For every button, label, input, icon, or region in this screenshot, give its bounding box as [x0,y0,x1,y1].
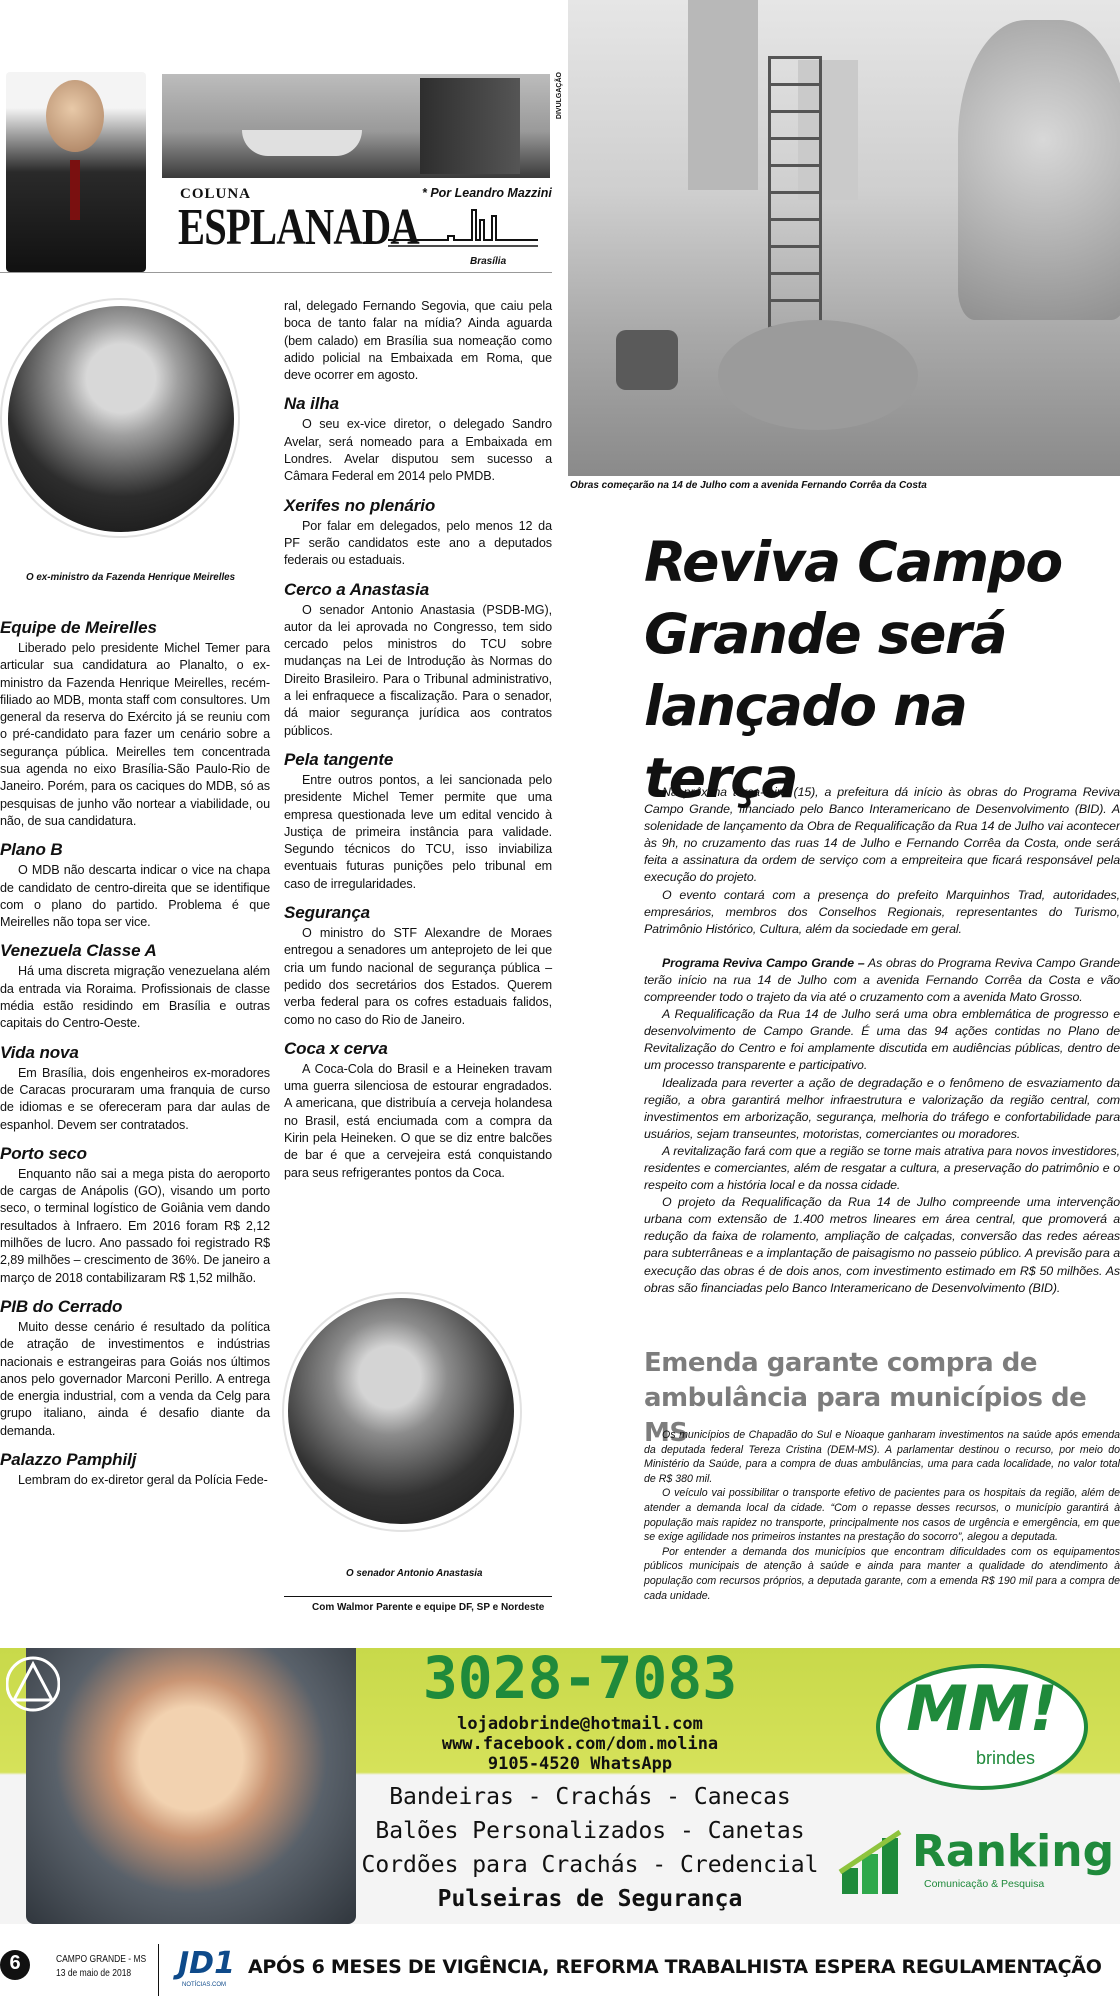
page-number: 6 [9,1952,21,1974]
mm-brindes-logo [876,1664,1088,1790]
emenda-p3: Por entender a demanda dos municípios que encontram dificuldades com os equipamentos públicos municipais de atenção à saúde e ainda para manter a qualidade do atendimento à população com recursos próprios, a deputada garante, com a emenda R$ 190 mil para a compra de cada unidade. [644,1545,1120,1602]
photo-credit: DIVULGAÇÃO [556,72,563,120]
columnist-photo [6,72,146,272]
left-title-6: Palazzo Pamphilj [0,1449,137,1469]
ranking-icon [838,1828,916,1896]
left-text-1: O MDB não descarta indicar o vice na chapa de candidato de centro-direita que se identifique com o plano do partido. Problema é que Meirelles não topa ser vice. [0,863,270,930]
left-title-4: Porto seco [0,1143,87,1163]
left-title-1: Plano B [0,840,63,860]
left-article-3 [0,1043,270,1134]
emenda-headline: Emenda garante compra de ambulância para municípios de MS [644,1348,1087,1448]
left-title-2: Venezuela Classe A [0,941,157,961]
reviva-p3-text: As obras do Programa Reviva Campo Grande terão início na rua 14 de Julho com a avenida Fernando Corrêa da Costa e vão compreender todo o trajeto da via até o cruzamento com a avenida Mato Grosso. [644,955,1120,1005]
left-text-6: Lembram do ex-diretor geral da Polícia Fede- [18,1472,268,1487]
mm-logo-text: MM! [906,1672,1058,1745]
mid-title-5: Coca x cerva [284,1038,388,1058]
street-photo [568,0,1120,476]
mid-article-4 [284,903,552,1029]
ad-whatsapp: 9105-4520 WhatsApp [487,1754,673,1774]
ad-facebook: www.facebook.com/dom.molina [441,1734,719,1754]
header-rule [0,272,552,273]
middle-column [284,298,552,1182]
ad-phone: 3028-7083 [422,1644,738,1712]
mid-title-3: Pela tangente [284,749,394,769]
left-column [0,608,270,1489]
left-text-3: Em Brasília, dois engenheiros ex-moradores de Caracas procuraram uma franquia de curso de idiomas e se ofereceram para dar aulas de espanhol. Devem ser contratados. [0,1065,270,1132]
building-left [688,0,758,190]
ranking-sub-text: Comunicação & Pesquisa [924,1878,1045,1890]
jd1-logo-sub: NOTÍCIAS.COM [182,1982,227,1988]
ranking-logo-text: Ranking [912,1826,1115,1877]
mid-text-3: Entre outros pontos, a lei sancionada pelo presidente Michel Temer permite que uma empresa questionada leve um edital vencido à Justiça de primeira instância para validade. Segundo técnicos do TCU, isso inviabiliza eventuais futuras punições pelo tribunal em caso de irregularidades. [284,772,552,891]
congress-dome [242,130,362,156]
left-title-0: Equipe de Meirelles [0,618,157,637]
left-article-6 [0,1450,270,1489]
reviva-p5: Idealizada para reverter a ação de degradação e o fenômeno de esvaziamento da região, a obra garantirá melhor infraestrutura e valorização da região central, com investimentos em arborização, segurança, melhoria do tráfego e confortabilidade para usuários, sejam transeuntes, motoristas, comerciantes ou moradores. [644,1075,1120,1141]
mid-article-1 [284,496,552,570]
left-article-1 [0,840,270,931]
car [616,330,678,390]
congress-building [420,78,520,174]
ad-triangle-logo [6,1654,60,1714]
street-caption: Obras começarão na 14 de Julho com a avenida Fernando Corrêa da Costa [570,480,927,491]
meirelles-ring [0,298,240,538]
mid-title-4: Segurança [284,903,371,923]
ad-person-photo [26,1648,356,1924]
left-article-0 [0,618,270,830]
mm-sub-text: brindes [976,1748,1036,1768]
mid-title-1: Xerifes no plenário [284,495,436,515]
column-label-small: COLUNA [180,186,252,202]
mid-article-5 [284,1039,552,1182]
ad-email: lojadobrinde@hotmail.com [457,1714,703,1734]
emenda-p2: O veículo vai possibilitar o transporte efetivo de pacientes para os hospitais da região, além de atender a demanda local da cidade. “Com o repasse desses recursos, o município garantirá à população mais rapidez no transporte, principalmente nos casos de urgência e emergência, em que se exige agilidade nos primeiros instantes na prestação do socorro”, alegou a deputada. [644,1487,1120,1544]
left-text-4: Enquanto não sai a mega pista do aeroporto de cargas de Anápolis (GO), visando um porto seco, o terminal logístico de Goiânia vem dando resultados à Infraero. Em 2016 foram R$ 2,12 milhões de lucro. Ano passado foi registrado R$ 2,89 milhões – crescimento de 36%. De janeiro a março de 2018 contabilizaram R$ 1,52 milhão. [0,1166,270,1285]
reviva-p1: Na próxima terça-feira (15), a prefeitura dá início às obras do Programa Reviva Campo Grande, financiado pelo Banco Interamericano de Desenvolvimento (BID). A solenidade de lançamento da Obra de Requalificação da Rua 14 de Julho vai acontecer às 9h, no cruzamento das ruas 14 de Julho e Fernando Corrêa da Costa, onde será feita a assinatura da ordem de serviço com a empreiteira que ficará responsável pela execução do projeto. [644,785,1120,885]
mid-text-5: A Coca-Cola do Brasil e a Heineken travam uma guerra silenciosa de estourar engradados. A americana, que distribuía a cerveja holandesa no Brasil, está enciumada com a compra da Kirin pela Heineken. O que se diz entre balcões de bar é que a cervejeira está conquistando para seus refrigerantes pontos da Coca. [284,1061,552,1180]
anastasia-caption: O senador Antonio Anastasia [346,1568,483,1579]
columnist-head [46,80,104,152]
left-text-0: Liberado pelo presidente Michel Temer para articular sua candidatura ao Planalto, o ex-ministro da Fazenda Henrique Meirelles, recém-filiado ao MDB, monta staff com consultores. Um general da reserva do Exército já se reuniu com o pré-candidato para fazer um cenário sobre a segurança pública. Meirelles tem concentrada sua agenda no eixo Brasília-São Paulo-Rio de Janeiro. Porém, para os caciques do MDB, só as pesquisas de junho vão nortear a viabilidade, ou não, de sua candidatura. [0,641,270,828]
mid-text-1: Por falar em delegados, pelo menos 12 da PF serão candidatos este ano a deputados federais ou estaduais. [284,518,552,568]
left-title-3: Vida nova [0,1042,79,1062]
reviva-p3 [644,955,1120,1006]
reviva-headline: Reviva Campo Grande será lançado na terça [644,530,1062,810]
clock-tower [768,56,822,362]
columnist-tie [70,160,80,220]
mid-article-2 [284,580,552,740]
jd1-logo: JD1 [178,1946,235,1981]
mid-text-0: O seu ex-vice diretor, o delegado Sandro Avelar, será nomeado para a Embaixada em Londres. Avelar disputou sem sucesso a Câmara Federal em 2014 pelo PMDB. [284,417,552,484]
left-article-2 [0,941,270,1032]
esplanada-photo [162,74,550,178]
reviva-p6: A revitalização fará com que a região se torne mais atrativa para novos investidores, residentes e comerciantes, além de resgatar a cultura, a preservação do patrimônio e o respeito com a história local e da nossa cidade. [644,1143,1120,1193]
mid-article-3 [284,750,552,893]
left-text-2: Há uma discreta migração venezuelana além da entrada via Roraima. Profissionais de classe média estão residindo em Brasília e outras capitais do Centro-Oeste. [0,964,270,1031]
footer-city: CAMPO GRANDE - MS [56,1954,147,1965]
emenda-body [644,1428,1120,1603]
ad-line-3: Cordões para Crachás - Credencial [361,1852,819,1878]
mid-text-4: O ministro do STF Alexandre de Moraes entregou a senadores um anteprojeto de lei que cria um fundo nacional de segurança pública – pedido dos secretários dos Estados. Querem verba federal para os cofres estaduais falidos, como no caso do Rio de Janeiro. [284,926,552,1027]
footer-date: 13 de maio de 2018 [56,1968,132,1979]
mid-text-2: O senador Antonio Anastasia (PSDB-MG), autor da lei aprovada no Congresso, tem sido cercado pelos ministros do TCU sobre mudanças na Lei de Introdução às Normas do Direito Brasileiro. Para o Tribunal administrativo, a lei enfraquece a fiscalização. Para o senador, dá maior segurança jurídica aos contratos públicos. [284,602,552,738]
reviva-body [644,784,1120,1297]
footer-headline: APÓS 6 MESES DE VIGÊNCIA, REFORMA TRABALHISTA ESPERA REGULAMENTAÇÃO [248,1956,1102,1978]
left-text-5: Muito desse cenário é resultado da política de atração de investimentos e indústrias nacionais e estrangeiras para Goiás nos últimos anos pelo governador Marconi Perillo. A entrega de energia industrial, com a venda da Celg para grupo italiano, ainda é desafio diante da demanda. [0,1319,270,1438]
ad-line-2: Balões Personalizados - Canetas [375,1818,805,1844]
ad-line-1: Bandeiras - Crachás - Canecas [389,1784,791,1810]
emenda-p1: Os municípios de Chapadão do Sul e Nioaque ganharam investimentos na saúde após emenda da deputada federal Tereza Cristina (DEM-MS). A parlamentar destinou o recurso, por meio do Ministério da Saúde, para a compra de duas ambulâncias, uma para cada localidade, no valor total de R$ 380 mil. [644,1429,1120,1485]
footer-divider [158,1944,159,1996]
reviva-p4: A Requalificação da Rua 14 de Julho será uma obra emblemática de progresso e desenvolvimento de Campo Grande. É uma das 94 ações contidas no Plano de Revitalização do Centro e foi amplamente discutida em audiências públicas, dentro de um processo transparente e participativo. [644,1007,1120,1073]
skyline-logo [388,206,540,254]
mid-title-2: Cerco a Anastasia [284,579,430,599]
mid-title-0: Na ilha [284,394,340,414]
plaza-planter [718,320,918,430]
trees-right [958,20,1120,320]
credit-rule [284,1596,552,1597]
reviva-p7: O projeto da Requalificação da Rua 14 de Julho compreende uma intervenção urbana com extensão de 1.400 metros lineares em área central, que promoverá a redução da faixa de rolamento, ampliação de calçadas, conversão das redes aéreas para subterrâneas e a implantação de paisagismo no passeio público. A previsão para a execução das obras é de dois anos, com investimento estimado em R$ 50 milhões. As obras são financiadas pelo Banco Interamericano de Desenvolvimento (BID). [644,1195,1120,1295]
column-footer-credit: Com Walmor Parente e equipe DF, SP e Nordeste [312,1602,545,1613]
meirelles-caption: O ex-ministro da Fazenda Henrique Meirelles [26,572,236,583]
ad-line-4: Pulseiras de Segurança [437,1886,743,1912]
column-city: Brasília [470,256,507,267]
left-article-5 [0,1297,270,1440]
left-article-4 [0,1144,270,1287]
anastasia-ring [282,1292,522,1532]
mid-article-0 [284,394,552,485]
column-label-big: ESPLANADA [178,199,419,256]
mid-intro: ral, delegado Fernando Segovia, que caiu pela boca de tanto falar na mídia? Ainda aguarda (bem calado) em Brasília sua nomeação como adido policial na Embaixada em Roma, que deve ocorrer em agosto. [284,299,552,383]
reviva-p3-lead: Programa Reviva Campo Grande – [662,955,865,970]
left-title-5: PIB do Cerrado [0,1296,123,1316]
column-author: * Por Leandro Mazzini [422,186,552,200]
reviva-p2: O evento contará com a presença do prefeito Marquinhos Trad, autoridades, empresários, membros dos Conselhos Regionais, representantes do Turismo, Patrimônio Histórico, Cultura, além da sociedade em geral. [644,887,1120,936]
